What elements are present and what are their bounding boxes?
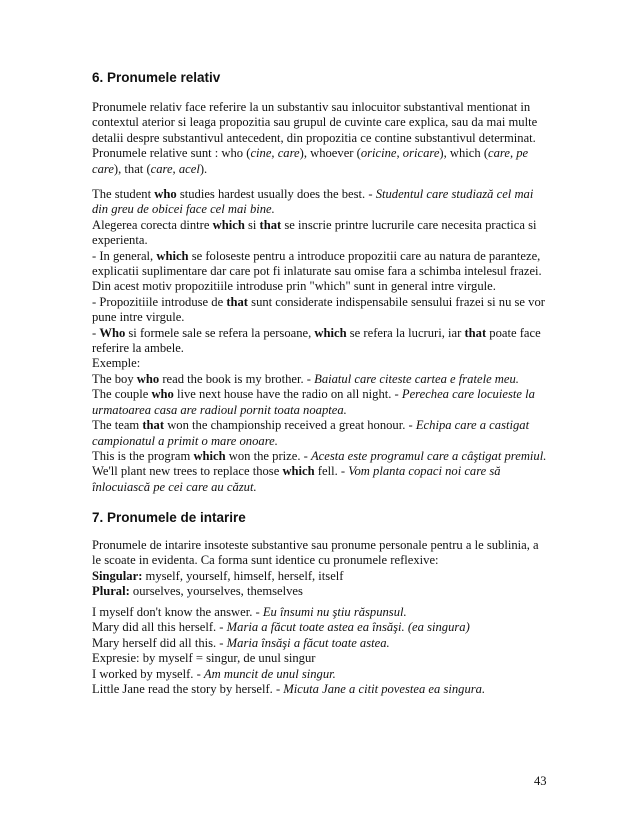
text-paragraph — [92, 418, 547, 449]
text-run: We'll plant new trees to replace those — [92, 464, 283, 479]
text-run: Mary herself did all this. - — [92, 635, 227, 650]
text-paragraph — [92, 295, 547, 326]
bold-term: Who — [99, 325, 126, 340]
text-run: Alegerea corecta dintre — [92, 217, 213, 232]
text-run: I myself don't know the answer. - — [92, 605, 263, 619]
text-paragraph — [92, 326, 547, 357]
italic-translation: Vom planta copaci noi care să înlocuiască pe cei care au căzut. — [92, 464, 501, 494]
text-run: studies hardest usually does the best. - — [176, 187, 376, 201]
text-run: read the book is my brother. - — [159, 371, 315, 386]
bold-term: which — [156, 248, 189, 263]
bold-term: which — [314, 325, 347, 340]
bold-term: Singular: — [92, 568, 143, 583]
bold-term: who — [151, 387, 174, 402]
relative-pronoun-examples — [92, 187, 547, 495]
italic-translation: Eu însumi nu ştiu răspunsul. — [262, 605, 407, 619]
text-paragraph — [92, 682, 547, 697]
text-run: live next house have the radio on all night. - — [173, 387, 402, 402]
page-number: 43 — [534, 774, 547, 788]
italic-translation: Am muncit de unul singur. — [203, 666, 336, 681]
italic-translation: cine, care — [250, 146, 300, 161]
text-paragraph — [92, 636, 547, 651]
text-run: The boy — [92, 371, 137, 386]
text-run: The couple — [92, 387, 152, 402]
bold-term: which — [282, 464, 315, 479]
italic-translation: Studentul care studiază cel mai din greu de obicei face cel mai bine. — [92, 187, 534, 217]
text-run: - — [92, 325, 100, 340]
section-heading-emphatic-pronouns: 7. Pronumele de intarire — [92, 510, 246, 525]
text-run: fell. - — [314, 464, 349, 479]
italic-translation: care, acel — [150, 161, 200, 176]
bold-term: which — [193, 448, 226, 463]
bold-term: which — [212, 217, 245, 232]
italic-translation: oricine, oricare — [360, 146, 440, 161]
text-run: poate face referire la ambele. — [92, 325, 541, 356]
text-paragraph — [92, 387, 547, 418]
text-run: won the prize. - — [225, 448, 311, 463]
text-run: This is the program — [92, 448, 194, 463]
emphatic-pronoun-examples — [92, 605, 547, 697]
bold-term: that — [226, 294, 249, 309]
text-run: ourselves, yourselves, themselves — [129, 584, 303, 599]
text-paragraph — [92, 605, 547, 620]
text-paragraph — [92, 569, 547, 584]
text-run: ), which ( — [439, 146, 489, 161]
text-run: Pronumele relativ face referire la un substantiv sau inlocuitor substantival mentionat in contextul aterior si leaga propozitia sau grupul de cuvinte care explica, sau da mai multe detalii despre substantivul antecedent, din propozitia ce contine substantivul determinat. Pronumele relative sunt : who ( — [92, 100, 538, 161]
text-run: Mary did all this herself. - — [92, 620, 227, 635]
bold-term: who — [136, 371, 160, 386]
text-run: ), whoever ( — [299, 146, 361, 161]
text-run: won the championship received a great honour. - — [164, 418, 416, 433]
italic-translation: Micuta Jane a citit povestea ea singura. — [283, 682, 486, 697]
text-run: se foloseste pentru a introduce propozitii care au natura de paranteze, explicatii suplimentare dar care pot fi inlaturate sau omise fara a schimba intelesul frazei. Din acest motiv propozitiile introduse prin "which" sunt in general intre virgule. — [92, 248, 542, 294]
italic-translation: Maria însăşi a făcut toate astea. — [226, 635, 390, 650]
italic-translation: Acesta este programul care a câştigat premiul. — [310, 448, 547, 463]
text-run: ). — [199, 161, 208, 176]
emphatic-pronoun-intro — [92, 538, 547, 600]
text-paragraph — [92, 372, 547, 387]
bold-term: who — [154, 187, 177, 201]
text-paragraph — [92, 356, 547, 371]
relative-pronoun-intro — [92, 100, 547, 177]
text-paragraph — [92, 218, 547, 249]
bold-term: that — [259, 217, 282, 232]
text-run: The student — [92, 187, 155, 201]
text-run: Little Jane read the story by herself. - — [92, 682, 284, 697]
text-run: sunt considerate indispensabile sensului frazei si nu se vor pune intre virgule. — [92, 294, 545, 325]
text-run: Exemple: — [92, 356, 141, 371]
italic-translation: Maria a făcut toate astea ea însăşi. (ea singura) — [226, 620, 470, 635]
text-paragraph — [92, 651, 547, 666]
text-paragraph — [92, 667, 547, 682]
text-run: ), that ( — [113, 161, 151, 176]
text-paragraph — [92, 249, 547, 295]
italic-translation: care, pe care — [92, 146, 529, 176]
text-run: myself, yourself, himself, herself, itself — [142, 568, 344, 583]
text-run: si — [244, 217, 260, 232]
text-paragraph — [92, 538, 547, 569]
bold-term: Plural: — [92, 584, 130, 599]
text-paragraph — [92, 620, 547, 635]
text-paragraph — [92, 449, 547, 464]
bold-term: that — [464, 325, 487, 340]
italic-translation: Echipa care a castigat campionatul a primit o mare onoare. — [92, 418, 530, 448]
text-paragraph — [92, 100, 547, 177]
text-paragraph — [92, 464, 547, 495]
text-run: se refera la lucruri, iar — [346, 325, 465, 340]
text-run: se inscrie printre lucrurile care necesita practica si experienta. — [92, 217, 537, 248]
text-paragraph — [92, 584, 547, 599]
text-run: The team — [92, 418, 143, 433]
text-run: Pronumele de intarire insoteste substantive sau pronume personale pentru a le sublinia, a le scoate in evidenta. Ca forma sunt identice cu pronumele reflexive: — [92, 538, 539, 568]
section-heading-relative-pronouns: 6. Pronumele relativ — [92, 70, 221, 85]
text-run: - In general, — [92, 248, 157, 263]
text-run: - Propozitiile introduse de — [92, 294, 227, 309]
italic-translation: Perechea care locuieste la urmatoarea casa are radioul pornit toata noaptea. — [92, 387, 535, 417]
text-run: Expresie: by myself = singur, de unul singur — [92, 651, 316, 666]
text-paragraph — [92, 187, 547, 218]
bold-term: that — [142, 418, 165, 433]
italic-translation: Baiatul care citeste cartea e fratele meu. — [314, 371, 519, 386]
text-run: si formele sale se refera la persoane, — [125, 325, 315, 340]
text-run: I worked by myself. - — [92, 666, 204, 681]
